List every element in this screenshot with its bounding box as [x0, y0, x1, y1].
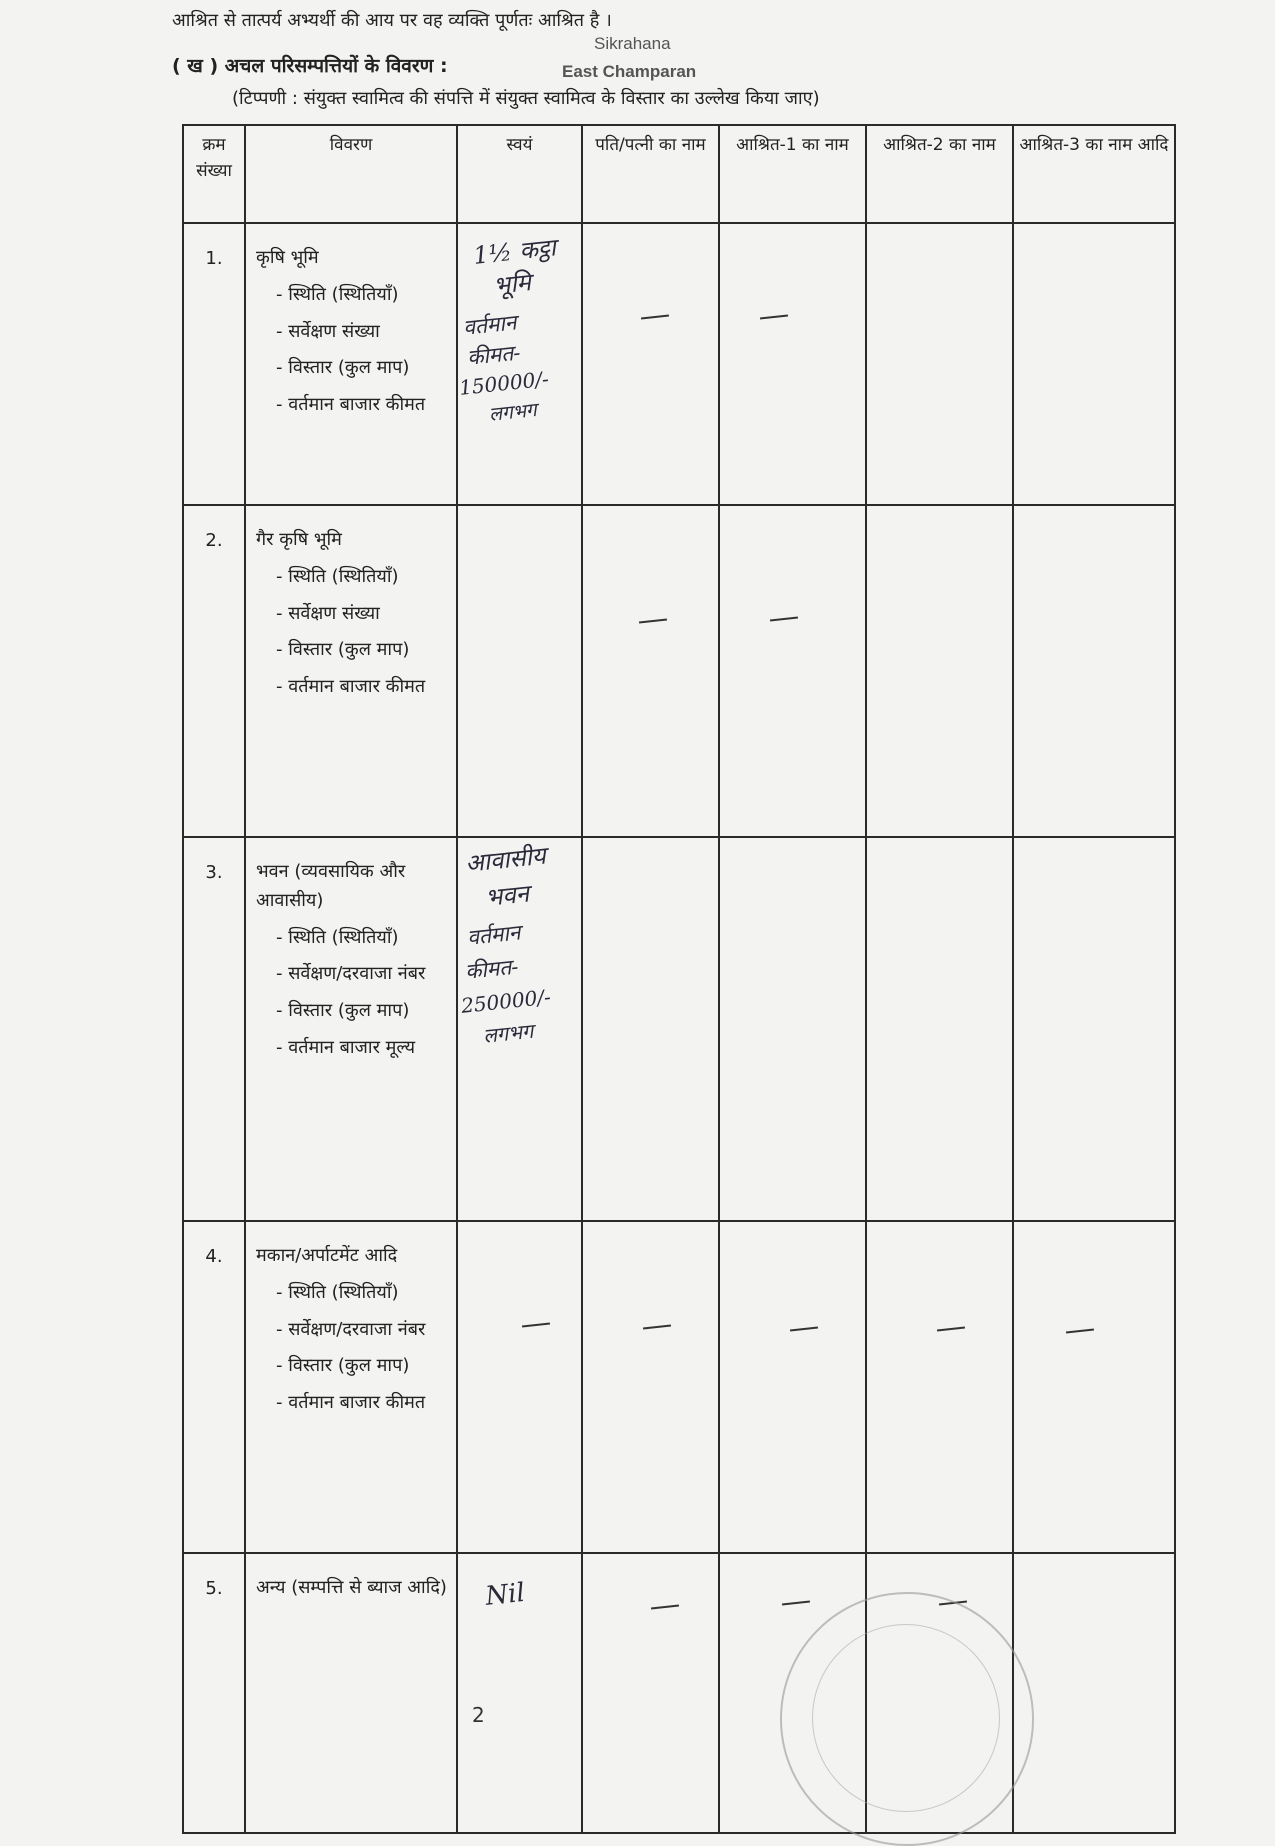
self-cell	[457, 223, 582, 505]
asset-description	[245, 505, 457, 837]
joint-ownership-note: (टिप्पणी : संयुक्त स्वामित्व की संपत्ति में संयुक्त स्वामित्व के विस्तार का उल्लेख किया जाए)	[232, 88, 820, 109]
dependent-3-cell	[1013, 1553, 1175, 1833]
asset-title: अन्य (सम्पत्ति से ब्याज आदि)	[256, 1577, 447, 1598]
serial-number: 5.	[183, 1553, 245, 1833]
dash-mark	[937, 1327, 965, 1332]
handwritten-entry: लगभग	[488, 399, 538, 426]
handwritten-entry: Nil	[484, 1577, 527, 1612]
column-header-dependent-1: आश्रित-1 का नाम	[719, 125, 866, 223]
subitem-market-value: - वर्तमान बाजार कीमत	[276, 1392, 426, 1414]
subitem-location: - स्थिति (स्थितियाँ)	[276, 565, 399, 587]
dependent-1-cell	[719, 223, 866, 505]
notary-seal	[780, 1592, 1034, 1846]
subitem-market-value: - वर्तमान बाजार कीमत	[276, 676, 426, 698]
subitem-survey-number: - सर्वेक्षण संख्या	[276, 320, 380, 342]
column-header-dependent-3: आश्रित-3 का नाम आदि	[1013, 125, 1175, 223]
subitem-survey-door-number: - सर्वेक्षण/दरवाजा नंबर	[276, 1318, 426, 1340]
serial-number: 2.	[183, 505, 245, 837]
spouse-cell	[582, 505, 719, 837]
handwritten-entry: 1½ कट्ठा	[472, 233, 558, 270]
handwritten-entry: लगभग	[482, 1018, 535, 1048]
subitem-market-value: - वर्तमान बाजार कीमत	[276, 394, 426, 416]
subitem-location: - स्थिति (स्थितियाँ)	[276, 1281, 399, 1303]
table-row	[183, 223, 1175, 505]
handwritten-entry: भूमि	[492, 268, 533, 300]
subitem-area: - विस्तार (कुल माप)	[276, 1355, 410, 1377]
dash-mark	[651, 1605, 679, 1610]
self-cell	[457, 837, 582, 1221]
dependent-2-cell	[866, 1221, 1013, 1553]
asset-description	[245, 1553, 457, 1833]
notary-seal-inner-ring	[812, 1624, 1000, 1812]
asset-description	[245, 837, 457, 1221]
handwritten-entry: कीमत-	[464, 954, 520, 984]
self-cell	[457, 505, 582, 837]
dependent-1-cell	[719, 1221, 866, 1553]
dash-mark	[1066, 1329, 1094, 1334]
dependent-2-cell	[866, 223, 1013, 505]
subitem-location: - स्थिति (स्थितियाँ)	[276, 283, 399, 305]
dependent-1-cell	[719, 837, 866, 1221]
dash-mark	[782, 1601, 810, 1606]
table-row	[183, 1221, 1175, 1553]
dash-mark	[522, 1323, 550, 1328]
handwritten-entry: 150000/-	[458, 366, 550, 400]
stamp-place-text: Sikrahana	[594, 34, 671, 53]
column-header-spouse: पति/पत्नी का नाम	[582, 125, 719, 223]
stamp-district-text: East Champaran	[562, 62, 697, 81]
table-row	[183, 837, 1175, 1221]
subitem-location: - स्थिति (स्थितियाँ)	[276, 926, 399, 948]
dash-mark	[643, 1325, 671, 1330]
handwritten-entry: 250000/-	[460, 984, 552, 1018]
immovable-assets-heading: ( ख ) अचल परिसम्पत्तियों के विवरण :	[172, 55, 448, 77]
serial-number: 1.	[183, 223, 245, 505]
column-header-dependent-2: आश्रित-2 का नाम	[866, 125, 1013, 223]
spouse-cell	[582, 223, 719, 505]
dependent-3-cell	[1013, 505, 1175, 837]
dependent-1-cell	[719, 505, 866, 837]
dependent-2-cell	[866, 505, 1013, 837]
subitem-survey-door-number: - सर्वेक्षण/दरवाजा नंबर	[276, 963, 426, 985]
serial-number: 4.	[183, 1221, 245, 1553]
column-header-self: स्वयं	[457, 125, 582, 223]
dependent-3-cell	[1013, 1221, 1175, 1553]
asset-description	[245, 223, 457, 505]
column-header-description: विवरण	[245, 125, 457, 223]
dash-mark	[639, 619, 667, 624]
dependent-3-cell	[1013, 223, 1175, 505]
spouse-cell	[582, 837, 719, 1221]
table-row	[183, 505, 1175, 837]
subitem-area: - विस्तार (कुल माप)	[276, 357, 410, 379]
handwritten-entry: भवन	[484, 879, 531, 912]
subitem-area: - विस्तार (कुल माप)	[276, 639, 410, 661]
dash-mark	[641, 315, 669, 320]
column-header-serial: क्रम संख्या	[183, 125, 245, 223]
self-cell	[457, 1221, 582, 1553]
dash-mark	[770, 617, 798, 622]
asset-title: गैर कृषि भूमि	[256, 529, 342, 550]
asset-title: मकान/अर्पाटमेंट आदि	[256, 1245, 398, 1266]
handwritten-entry: कीमत-	[466, 340, 522, 370]
immovable-assets-table	[182, 124, 1176, 1834]
asset-description	[245, 1221, 457, 1553]
table-header-row	[183, 125, 1175, 223]
asset-title: कृषि भूमि	[256, 247, 319, 268]
dash-mark	[760, 315, 788, 320]
asset-title: भवन (व्यवसायिक और आवासीय)	[256, 861, 406, 911]
handwritten-entry: वर्तमान	[466, 920, 522, 950]
subitem-survey-number: - सर्वेक्षण संख्या	[276, 602, 380, 624]
dependent-2-cell	[866, 837, 1013, 1221]
self-cell	[457, 1553, 582, 1833]
dependent-definition-line: आश्रित से तात्पर्य अभ्यर्थी की आय पर वह व्यक्ति पूर्णतः आश्रित है ।	[172, 10, 612, 31]
page-number: 2	[472, 1703, 485, 1727]
subitem-market-value: - वर्तमान बाजार मूल्य	[276, 1036, 416, 1058]
spouse-cell	[582, 1553, 719, 1833]
dash-mark	[790, 1327, 818, 1332]
handwritten-entry: आवासीय	[464, 841, 547, 878]
dependent-3-cell	[1013, 837, 1175, 1221]
handwritten-entry: वर्तमान	[462, 310, 518, 340]
spouse-cell	[582, 1221, 719, 1553]
subitem-area: - विस्तार (कुल माप)	[276, 1000, 410, 1022]
serial-number: 3.	[183, 837, 245, 1221]
